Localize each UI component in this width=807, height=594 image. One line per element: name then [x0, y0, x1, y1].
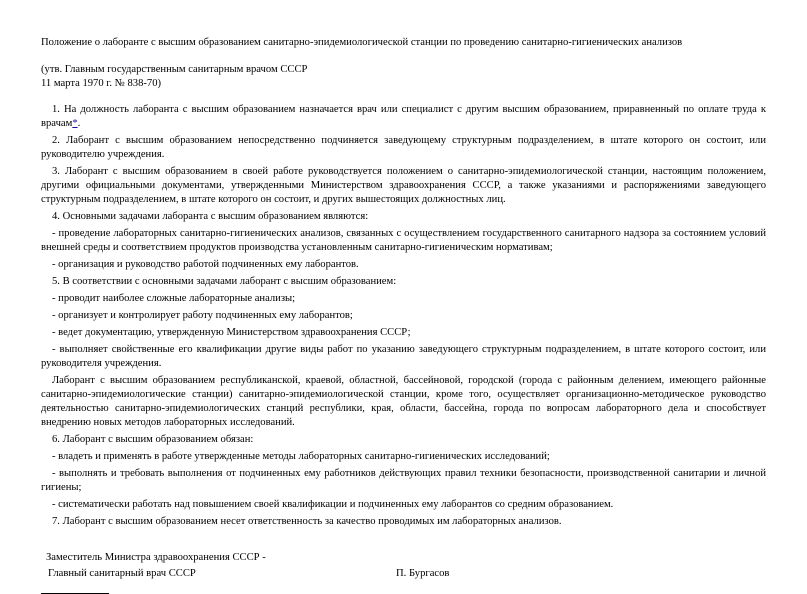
task-item-1: - проведение лабораторных санитарно-гигиенических анализов, связанных с осуществлением государственного санитарного надзора за состоянием условий внешней среды и соответствием продуктов производства установленным санитарно-гигиеническим нормативам;	[41, 228, 766, 253]
document-title: Положение о лаборанте с высшим образованием санитарно-эпидемиологической станции по проведению санитарно-гигиенических анализов	[41, 37, 683, 48]
approval-line-2: 11 марта 1970 г. № 838-70)	[41, 78, 162, 89]
signatory-position-line-1: Заместитель Министра здравоохранения СССР -	[46, 552, 266, 563]
signatory-position-text: Главный санитарный врач СССР	[48, 568, 196, 579]
approval-note	[41, 63, 766, 91]
paragraph-2: 2. Лаборант с высшим образованием непосредственно подчиняется заведующему структурным подразделением, в штате которого он состоит, или руководителю учреждения.	[41, 135, 766, 160]
obligation-item-1: - владеть и применять в работе утвержденные методы лабораторных санитарно-гигиенических исследований;	[52, 451, 550, 462]
task-item-2: - организация и руководство работой подчиненных ему лаборантов.	[52, 259, 359, 270]
signatory-position-line-2	[41, 567, 766, 581]
signatory-name: П. Бургасов	[396, 568, 450, 579]
duty-item-3: - ведет документацию, утвержденную Министерством здравоохранения СССР;	[52, 327, 411, 338]
approval-line-1: (утв. Главным государственным санитарным врачом СССР	[41, 64, 308, 75]
paragraph-7: 7. Лаборант с высшим образованием несет ответственность за качество проводимых им лабораторных анализов.	[52, 516, 562, 527]
duty-item-1: - проводит наиболее сложные лабораторные анализы;	[52, 293, 296, 304]
document	[41, 36, 766, 594]
obligation-item-3: - систематически работать над повышением своей квалификации и подчиненных ему лаборантов со средним образованием.	[52, 499, 614, 510]
paragraph-1	[41, 103, 766, 131]
footnote-link[interactable]: *	[72, 118, 78, 129]
paragraph-3: 3. Лаборант с высшим образованием в своей работе руководствуется положением о санитарно-эпидемиологической станции, настоящим положением, другими официальными документами, утвержденными Министерством здравоохранения СССР, а также указаниями и распоряжениями заведующего структурным подразделением, в штате которого он состоит, и других вышестоящих должностных лиц.	[41, 166, 766, 205]
duty-item-4: - выполняет свойственные его квалификации другие виды работ по указанию заведующего структурным подразделением, в штате которого состоит, или руководителя учреждения.	[41, 344, 766, 369]
signature-block	[41, 551, 766, 581]
paragraph-6: 6. Лаборант с высшим образованием обязан:	[52, 434, 254, 445]
document-body	[41, 103, 766, 529]
paragraph-5: 5. В соответствии с основными задачами лаборант с высшим образованием:	[52, 276, 397, 287]
duty-item-2: - организует и контролирует работу подчиненных ему лаборантов;	[52, 310, 353, 321]
obligation-item-2: - выполнять и требовать выполнения от подчиненных ему работников действующих правил техники безопасности, производственной санитарии и личной гигиены;	[41, 468, 766, 493]
paragraph-text: 1. На должность лаборанта с высшим образованием назначается врач или специалист с другим высшим образованием, приравненный по оплате труда к врачам	[41, 104, 766, 129]
paragraph-regional: Лаборант с высшим образованием республиканской, краевой, областной, бассейновой, городской (города с районным делением, имеющего районные санитарно-эпидемиологические станции) санитарно-эпидемиологической станции, кроме того, осуществляет организационно-методическое руководство деятельностью санитарно-эпидемиологических станций республики, края, области, бассейна, города по вопросам лабораторного дела и способствует внедрению новых методов лабораторных исследований.	[41, 375, 766, 428]
paragraph-4: 4. Основными задачами лаборанта с высшим образованием являются:	[52, 211, 369, 222]
paragraph-end: .	[77, 118, 81, 129]
